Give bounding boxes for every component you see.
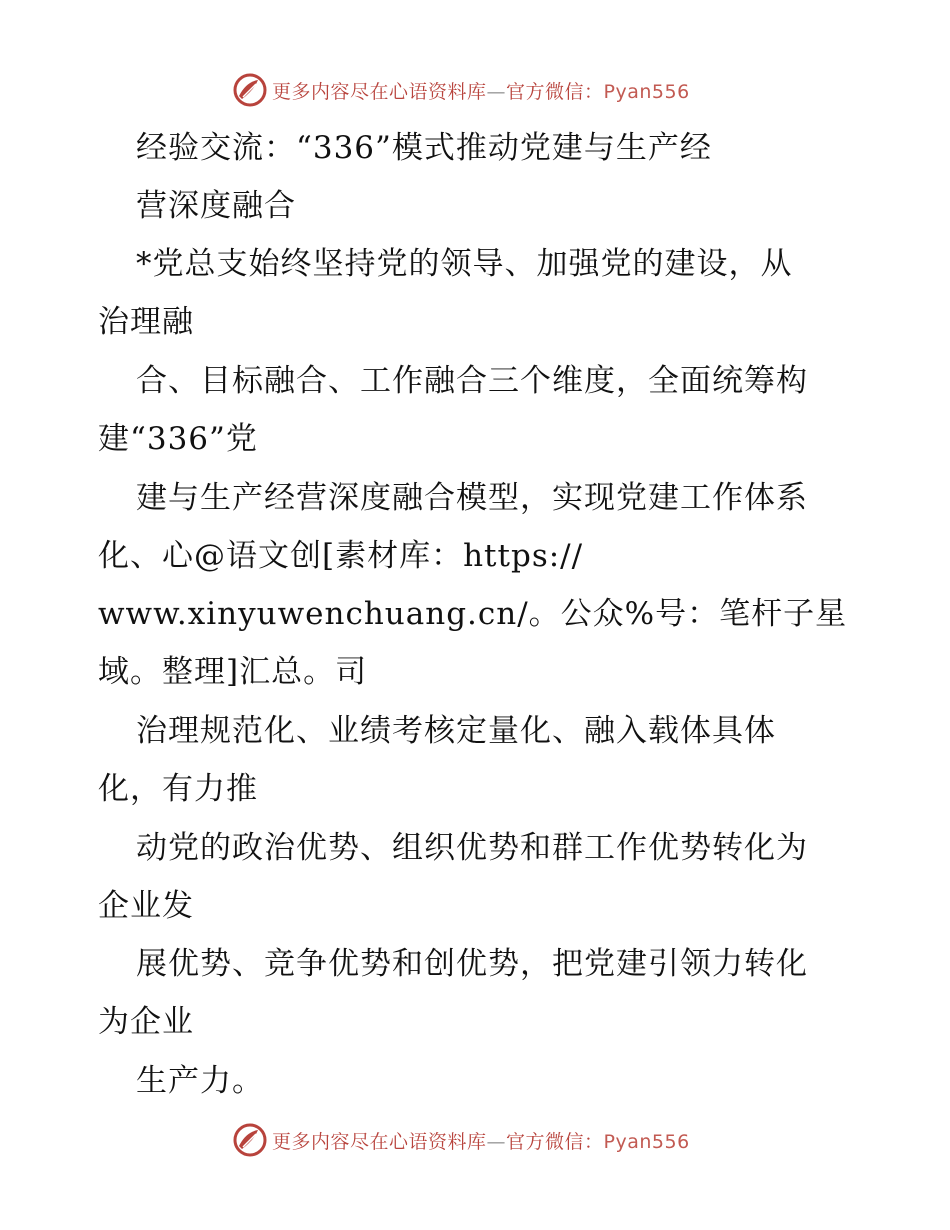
text-line: 企业发 bbox=[98, 888, 194, 924]
pen-logo-icon bbox=[232, 1122, 268, 1158]
text-line: www.xinyuwenchuang.cn/。公众%号：笔杆子星 bbox=[98, 596, 848, 632]
text-line: *党总支始终坚持党的领导、加强党的建设，从 bbox=[136, 246, 793, 282]
footer-watermark bbox=[232, 1122, 690, 1158]
text-line: 为企业 bbox=[98, 1004, 194, 1040]
text-line: 展优势、竞争优势和创优势，把党建引领力转化 bbox=[136, 946, 808, 982]
text-line: 经验交流：“336”模式推动党建与生产经 bbox=[136, 130, 712, 166]
watermark-text: 更多内容尽在心语资料库—官方微信：Pyan556 bbox=[272, 1130, 690, 1153]
text-line: 合、目标融合、工作融合三个维度，全面统筹构 bbox=[136, 363, 808, 399]
text-line: 域。整理]汇总。司 bbox=[98, 654, 368, 690]
text-line: 治理融 bbox=[98, 304, 194, 340]
text-line: 化、心@语文创[素材库：https:// bbox=[98, 538, 584, 574]
text-line: 化，有力推 bbox=[98, 771, 258, 807]
text-line: 建与生产经营深度融合模型，实现党建工作体系 bbox=[136, 480, 808, 516]
text-line: 治理规范化、业绩考核定量化、融入载体具体 bbox=[136, 713, 776, 749]
text-line: 动党的政治优势、组织优势和群工作优势转化为 bbox=[136, 830, 808, 866]
text-line: 生产力。 bbox=[136, 1063, 264, 1099]
watermark-text: 更多内容尽在心语资料库—官方微信：Pyan556 bbox=[272, 80, 690, 103]
text-line: 营深度融合 bbox=[136, 188, 296, 224]
text-line: 建“336”党 bbox=[98, 421, 258, 457]
